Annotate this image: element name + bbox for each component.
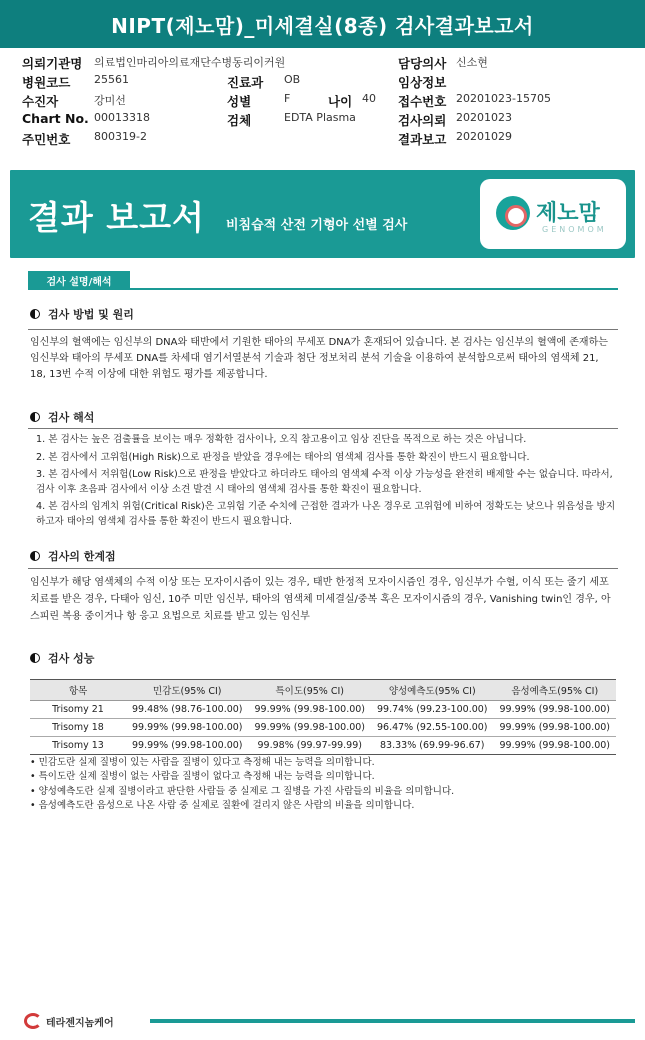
table-header-row (30, 680, 616, 701)
table-cell: Trisomy 13 (30, 737, 126, 755)
table-cell: 99.99% (99.98-100.00) (249, 719, 372, 737)
result-banner (10, 170, 635, 258)
half-circle-icon (30, 653, 40, 663)
limitations-text: 임신부가 해당 염색체의 수적 이상 또는 모자이시즘이 있는 경우, 태반 한정적 모자이시즘인 경우, 임신부가 수혈, 이식 또는 줄기 세포 치료를 받은 경우, 다태아 임신, 10주 미만 임신부, 태아의 염색체 미세결실/중복 혹은 모자이시즘의 경우, Vanishing twin인 경우, 아스피린 복용 중이거나 항 응고 요법으로 치료를 받고 있는 임신부 (30, 577, 611, 622)
interpretation-item: 2. 본 검사에서 고위험(High Risk)으로 판정을 받았을 경우에는 태아의 염색체 검사를 통한 확진이 반드시 필요합니다. (36, 451, 530, 463)
column-header: 양성예측도(95% CI) (371, 680, 494, 701)
half-circle-icon (30, 309, 40, 319)
table-row (30, 719, 616, 737)
performance-heading (30, 650, 94, 666)
institution-label: 의뢰기관명 (22, 56, 83, 71)
interpretation-item: 1. 본 검사는 높은 검출률을 보이는 매우 정확한 검사이나, 오직 참고용이고 임상 진단을 목적으로 하는 것은 아닙니다. (36, 434, 527, 445)
interpretation-list (36, 433, 616, 532)
note-item: • 음성예측도란 음성으로 나온 사람 중 실제로 질환에 걸리지 않은 사람의 비율을 의미합니다. (30, 799, 616, 813)
chart-no-label: Chart No. (22, 111, 89, 126)
age-value: 40 (362, 92, 376, 105)
request-date-label: 검사의뢰 (398, 113, 447, 128)
doctor-label: 담당의사 (398, 56, 447, 71)
section-tab: 검사 설명/해석 (28, 271, 130, 289)
interpretation-item: 4. 본 검사의 임계치 위험(Critical Risk)은 고위험 기준 수치에 근접한 결과가 나온 경우로 고위험에 비하여 정확도는 낮으나 위음성을 방지하고자 태아의 염색체 검사를 통한 확진이 반드시 필요합니다. (36, 501, 616, 527)
column-header: 항목 (30, 680, 126, 701)
note-item: • 양성예측도란 실제 질병이라고 판단한 사람들 중 실제로 그 질병을 가진 사람들의 비율을 의미합니다. (30, 785, 616, 799)
sex-value: F (284, 92, 291, 105)
specimen-label: 검체 (227, 113, 252, 128)
collector-label: 수진자 (22, 94, 59, 109)
note-item: • 민감도란 실제 질병이 있는 사람을 질병이 있다고 측정해 내는 능력을 의미합니다. (30, 756, 616, 770)
footer-company-name: 테라젠지놈케어 (46, 1017, 114, 1029)
logo-name: 제노맘 (536, 201, 600, 226)
report-date-label: 결과보고 (398, 132, 447, 147)
receipt-label: 접수번호 (398, 94, 447, 109)
hospital-code-value: 25561 (94, 73, 129, 86)
interpretation-item: 3. 본 검사에서 저위험(Low Risk)으로 판정을 받았다고 하더라도 태아의 염색체 수적 이상 가능성을 완전히 배제할 수는 없습니다. 따라서, 검사 이후 초음파 검사에서 이상 소견 발견 시 태아의 염색체 검사를 통한 확진이 필요합니다. (36, 469, 613, 495)
request-date-value: 20201023 (456, 111, 512, 124)
hospital-code-label: 병원코드 (22, 75, 71, 90)
clinical-label: 임상정보 (398, 75, 447, 90)
half-circle-icon (30, 551, 40, 561)
table-cell: 99.48% (98.76-100.00) (126, 701, 249, 719)
table-row (30, 701, 616, 719)
divider (28, 428, 618, 429)
performance-heading-text: 검사 성능 (48, 652, 95, 665)
method-heading-text: 검사 방법 및 원리 (48, 308, 134, 321)
report-title: NIPT(제노맘)_미세결실(8종) 검사결과보고서 (0, 0, 645, 48)
department-label: 진료과 (227, 75, 264, 90)
column-header: 특이도(95% CI) (249, 680, 372, 701)
limitations-heading-text: 검사의 한계점 (48, 550, 116, 563)
interpretation-heading-text: 검사 해석 (48, 411, 95, 424)
report-date-value: 20201029 (456, 130, 512, 143)
method-heading (30, 306, 134, 322)
column-header: 음성예측도(95% CI) (494, 680, 617, 701)
footer-company-logo (24, 1013, 114, 1029)
banner-title: 결과 보고서 (28, 198, 205, 237)
collector-value: 강미선 (94, 94, 126, 107)
patient-info (22, 54, 632, 149)
table-cell: Trisomy 18 (30, 719, 126, 737)
table-cell: 99.99% (99.98-100.00) (126, 737, 249, 755)
performance-notes (30, 756, 616, 813)
company-logo-icon (24, 1013, 42, 1029)
table-cell: 99.99% (99.98-100.00) (494, 719, 617, 737)
receipt-value: 20201023-15705 (456, 92, 551, 105)
note-item: • 특이도란 실제 질병이 없는 사람을 질병이 없다고 측정해 내는 능력을 의미합니다. (30, 770, 616, 784)
half-circle-icon (30, 412, 40, 422)
department-value: OB (284, 73, 301, 86)
table-cell: Trisomy 21 (30, 701, 126, 719)
table-cell: 99.99% (99.98-100.00) (126, 719, 249, 737)
interpretation-heading (30, 409, 94, 425)
method-text: 임신부의 혈액에는 임신부의 DNA와 태반에서 기원한 태아의 무세포 DNA가 혼재되어 있습니다. 본 검사는 임신부의 혈액에 존재하는 임신부와 태아의 무세포 DNA를 차세대 염기서열분석 기술과 첨단 정보처리 분석 기술을 이용하여 분석함으로써 태아의 염색체 21, 18, 13번 수적 이상에 대한 위험도 평가를 제공합니다. (30, 337, 608, 380)
table-row (30, 737, 616, 755)
institution-value: 의료법인마리아의료재단수병동리이커원 (94, 56, 286, 69)
divider (28, 568, 618, 569)
table-cell: 99.74% (99.23-100.00) (371, 701, 494, 719)
resident-no-value: 800319-2 (94, 130, 147, 143)
table-cell: 96.47% (92.55-100.00) (371, 719, 494, 737)
sex-label: 성별 (227, 94, 252, 109)
divider (28, 329, 618, 330)
logo-english: GENOMOM (542, 225, 607, 234)
table-cell: 99.99% (99.98-100.00) (494, 701, 617, 719)
banner-subtitle: 비침습적 산전 기형아 선별 검사 (226, 218, 408, 233)
doctor-value: 신소현 (456, 56, 488, 69)
specimen-value: EDTA Plasma (284, 111, 356, 124)
table-cell: 83.33% (69.99-96.67) (371, 737, 494, 755)
chart-no-value: 00013318 (94, 111, 150, 124)
resident-no-label: 주민번호 (22, 132, 71, 147)
table-cell: 99.99% (99.98-100.00) (494, 737, 617, 755)
column-header: 민감도(95% CI) (126, 680, 249, 701)
table-cell: 99.99% (99.98-100.00) (249, 701, 372, 719)
footer-divider (150, 1019, 635, 1023)
table-cell: 99.98% (99.97-99.99) (249, 737, 372, 755)
performance-table (30, 679, 616, 755)
genomom-logo (480, 179, 626, 249)
limitations-heading (30, 548, 116, 564)
age-label: 나이 (328, 94, 353, 109)
section-divider (28, 288, 618, 290)
genomom-logo-icon (496, 196, 530, 230)
